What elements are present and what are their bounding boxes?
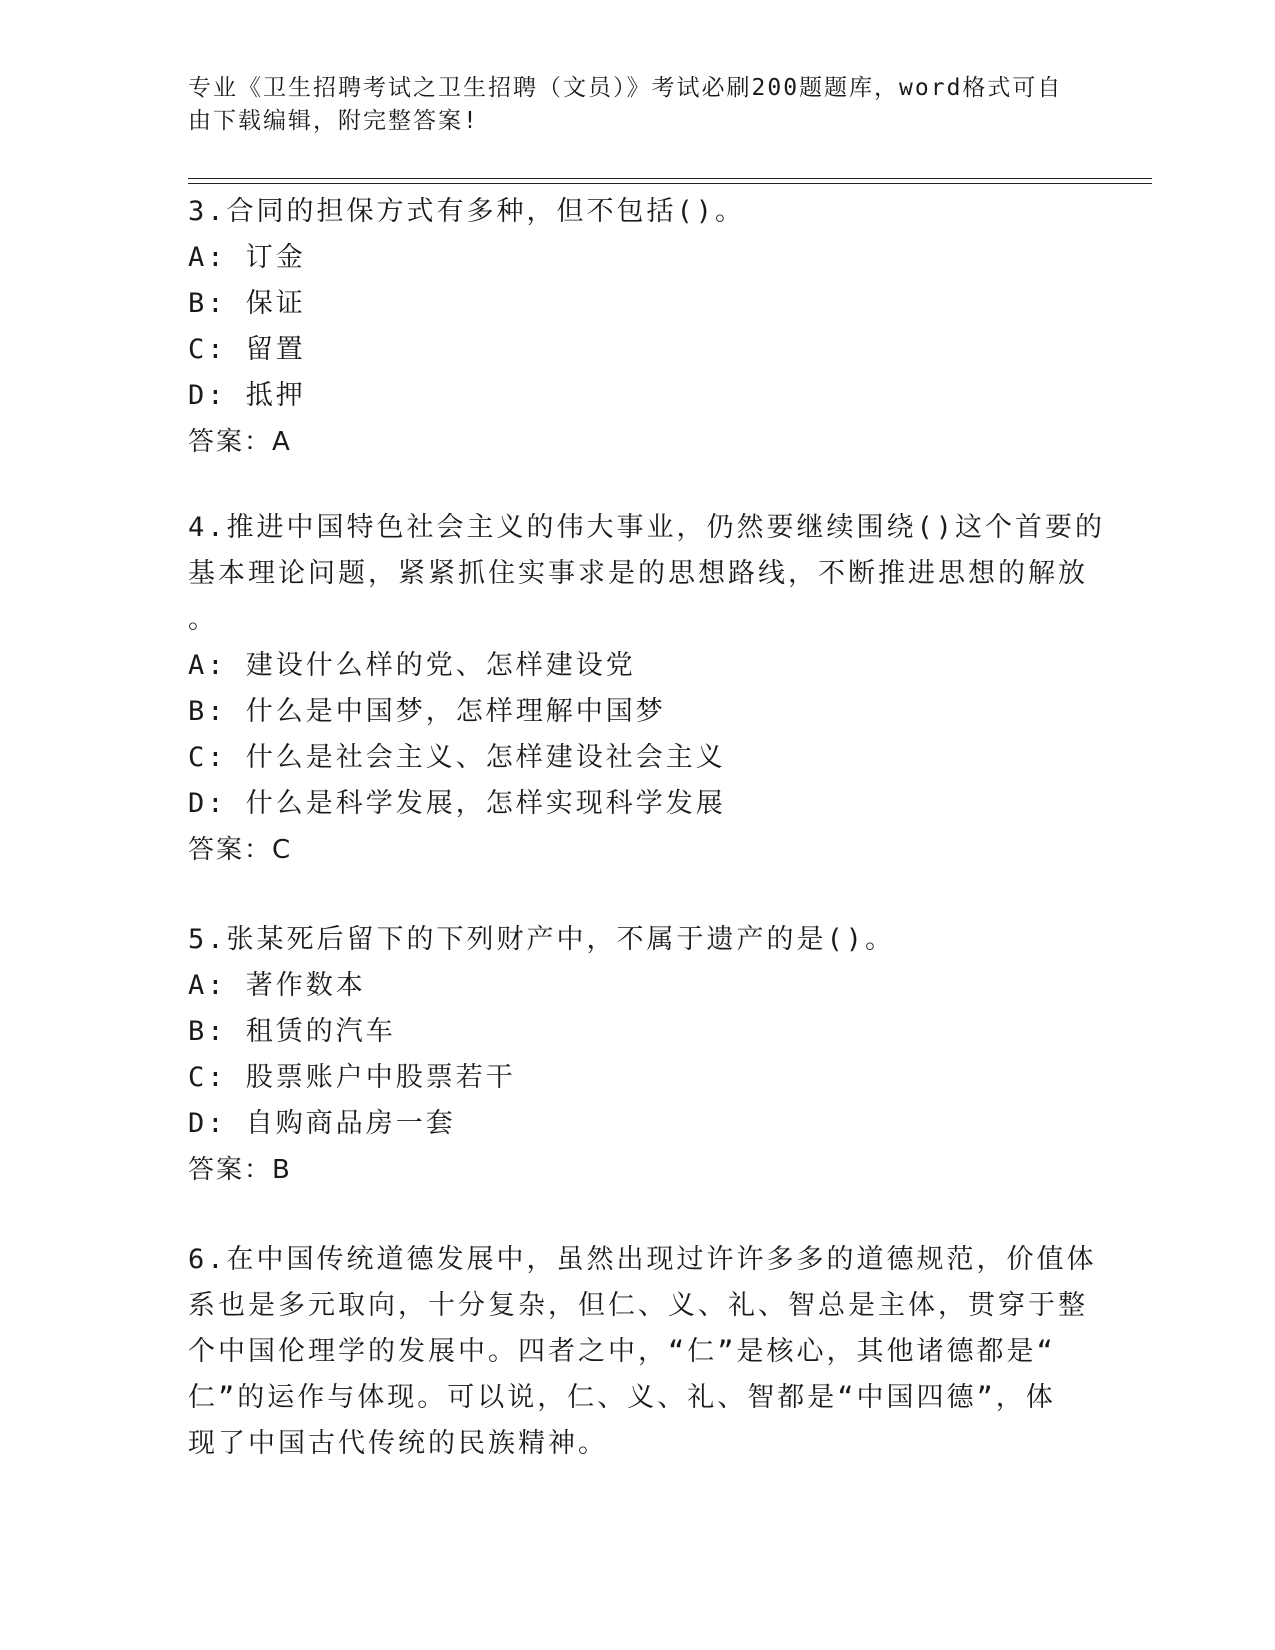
answer: 答案：A	[188, 427, 292, 457]
question-6	[188, 1237, 1097, 1467]
option-d: D: 抵押	[188, 380, 306, 411]
answer: 答案：C	[188, 835, 293, 865]
answer: 答案：B	[188, 1155, 292, 1185]
question-5	[188, 917, 1068, 1193]
option-c: C: 股票账户中股票若干	[188, 1062, 516, 1093]
option-d: D: 什么是科学发展，怎样实现科学发展	[188, 788, 726, 819]
question-stem: 。	[188, 604, 218, 635]
question-stem: 6.在中国传统道德发展中，虽然出现过许许多多的道德规范，价值体	[188, 1244, 1097, 1275]
question-4	[188, 505, 1106, 873]
option-d: D: 自购商品房一套	[188, 1108, 456, 1139]
header-divider-top	[188, 178, 1152, 179]
option-a: A: 著作数本	[188, 970, 366, 1001]
question-stem: 5.张某死后留下的下列财产中，不属于遗产的是()。	[188, 924, 896, 955]
option-c: C: 什么是社会主义、怎样建设社会主义	[188, 742, 726, 773]
question-stem: 3.合同的担保方式有多种，但不包括()。	[188, 196, 746, 227]
question-stem: 仁”的运作与体现。可以说，仁、义、礼、智都是“中国四德”，体	[188, 1382, 1056, 1413]
option-b: B: 租赁的汽车	[188, 1016, 396, 1047]
option-b: B: 什么是中国梦，怎样理解中国梦	[188, 696, 666, 727]
question-3	[188, 189, 1068, 465]
document-header	[188, 72, 1068, 138]
question-stem: 系也是多元取向，十分复杂，但仁、义、礼、智总是主体，贯穿于整	[188, 1290, 1088, 1321]
option-b: B: 保证	[188, 288, 306, 319]
option-a: A: 订金	[188, 242, 306, 273]
question-stem: 4.推进中国特色社会主义的伟大事业，仍然要继续围绕()这个首要的	[188, 512, 1106, 543]
option-a: A: 建设什么样的党、怎样建设党	[188, 650, 636, 681]
question-stem: 个中国伦理学的发展中。四者之中，“仁”是核心，其他诸德都是“	[188, 1336, 1056, 1367]
question-stem: 基本理论问题，紧紧抓住实事求是的思想路线，不断推进思想的解放	[188, 558, 1088, 589]
header-line-1: 专业《卫生招聘考试之卫生招聘（文员）》考试必刷200题题库，word格式可自	[188, 75, 1063, 101]
option-c: C: 留置	[188, 334, 306, 365]
question-stem: 现了中国古代传统的民族精神。	[188, 1428, 608, 1459]
header-line-2: 由下载编辑，附完整答案!	[188, 108, 479, 134]
header-divider-bottom	[188, 183, 1152, 184]
